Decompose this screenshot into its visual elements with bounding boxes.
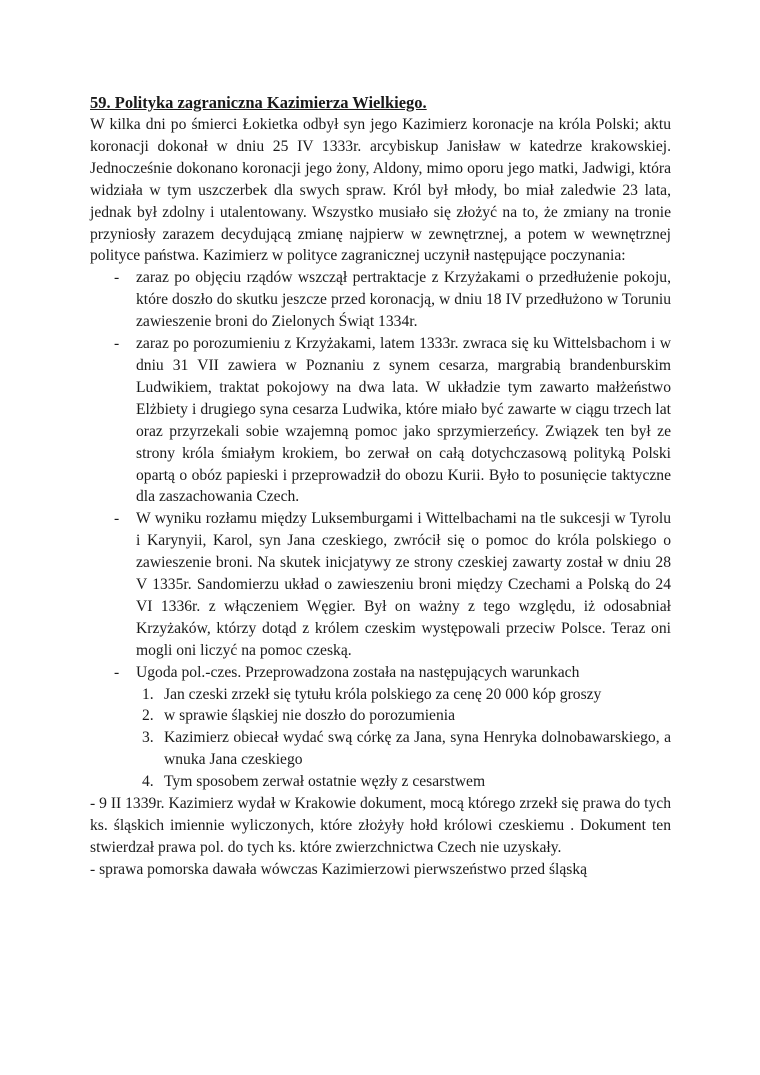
list-item-text: zaraz po porozumieniu z Krzyżakami, latem 1333r. zwraca się ku Wittelsbachom i w dniu 31 VII zawiera w Poznaniu z synem cesarza, margrabią brandenburskim Ludwikiem, traktat pokojowy na dwa lata. W układzie tym zawarto małżeństwo Elżbiety i drugiego syna cesarza Ludwika, które miało być zawarte w ciągu trzech lat oraz przyrzekali sobie wzajemną pomoc jako sprzymierzeńcy. Związek ten był ze strony króla śmiałym krokiem, bo zerwał on całą dotychczasową polityką Polski opartą o obóz papieski i przeprowadził do obozu Kurii. Było to posunięcie taktyczne dla zaszachowania Czech. bbox=[136, 335, 671, 506]
dash-marker: - bbox=[114, 510, 120, 528]
numbered-item bbox=[142, 771, 671, 793]
number-marker: 3. bbox=[142, 729, 154, 747]
document-title: 59. Polityka zagraniczna Kazimierza Wielkiego. bbox=[90, 93, 427, 112]
numbered-item bbox=[142, 684, 671, 706]
list-item bbox=[114, 508, 671, 661]
bullet-list bbox=[90, 267, 671, 793]
list-item-text: W wyniku rozłamu między Luksemburgami i Wittelbachami na tle sukcesji w Tyrolu i Karynyii, Karol, syn Jana czeskiego, zwrócił się o pomoc do króla polskiego o zawieszenie broni. Na skutek inicjatywy ze strony czeskiej zawarty został w dniu 28 V 1335r. Sandomierzu układ o zawieszeniu broni między Czechami a Polską do 24 VI 1336r. z włączeniem Węgier. Był on ważny z tego względu, iż odosabniał Krzyżaków, którzy dotąd z królem czeskim występowali przeciw Polsce. Teraz oni mogli oni liczyć na pomoc czeską. bbox=[136, 510, 671, 659]
numbered-item-text: w sprawie śląskiej nie doszło do porozumienia bbox=[164, 707, 456, 725]
intro-paragraph: W kilka dni po śmierci Łokietka odbył syn jego Kazimierz koronacje na króla Polski; aktu koronacji dokonał w dniu 25 IV 1333r. arcybiskup Janisław w katedrze krakowskiej. Jednocześnie dokonano koronacji jego żony, Aldony, mimo oporu jego matki, Jadwigi, która widziała w tym uszczerbek dla swych spraw. Król był młody, bo miał zaledwie 23 lata, jednak był zdolny i utalentowany. Wszystko musiało się złożyć na to, że zmiany na tronie przyniosły zarazem decydującą zmianę najpierw w zewnętrznej, a potem w wewnętrznej polityce państwa. Kazimierz w polityce zagranicznej uczynił następujące poczynania: bbox=[90, 116, 671, 265]
list-item bbox=[114, 662, 671, 793]
dash-marker: - bbox=[114, 335, 120, 353]
numbered-item bbox=[142, 705, 671, 727]
number-marker: 1. bbox=[142, 685, 154, 703]
tail-paragraph-1: - 9 II 1339r. Kazimierz wydał w Krakowie dokument, mocą którego zrzekł się prawa do tych ks. śląskich imiennie wyliczonych, które złożyły hołd królowi czeskiemu . Dokument ten stwierdzał prawa pol. do tych ks. które zwierzchnictwa Czech nie uzyskały. bbox=[90, 795, 671, 856]
numbered-item-text: Kazimierz obiecał wydać swą córkę za Jana, syna Henryka dolnobawarskiego, a wnuka Jana czeskiego bbox=[164, 729, 671, 769]
numbered-item bbox=[142, 727, 671, 771]
numbered-item-text: Jan czeski zrzekł się tytułu króla polskiego za cenę 20 000 kóp groszy bbox=[164, 685, 602, 703]
list-item bbox=[114, 333, 671, 508]
document-page bbox=[90, 92, 671, 881]
numbered-list bbox=[136, 684, 671, 794]
list-item bbox=[114, 267, 671, 333]
tail-paragraph-2: - sprawa pomorska dawała wówczas Kazimierzowi pierwszeństwo przed śląską bbox=[90, 860, 588, 878]
dash-marker: - bbox=[114, 269, 120, 287]
dash-marker: - bbox=[114, 663, 120, 681]
numbered-item-text: Tym sposobem zerwał ostatnie węzły z cesarstwem bbox=[164, 773, 486, 791]
number-marker: 4. bbox=[142, 773, 154, 791]
number-marker: 2. bbox=[142, 707, 154, 725]
list-item-text: zaraz po objęciu rządów wszczął pertraktacje z Krzyżakami o przedłużenie pokoju, które doszło do skutku jeszcze przed koronacją, w dniu 18 IV przedłużono w Toruniu zawieszenie broni do Zielonych Świąt 1334r. bbox=[136, 269, 671, 331]
list-item-text: Ugoda pol.-czes. Przeprowadzona została na następujących warunkach bbox=[136, 663, 580, 681]
